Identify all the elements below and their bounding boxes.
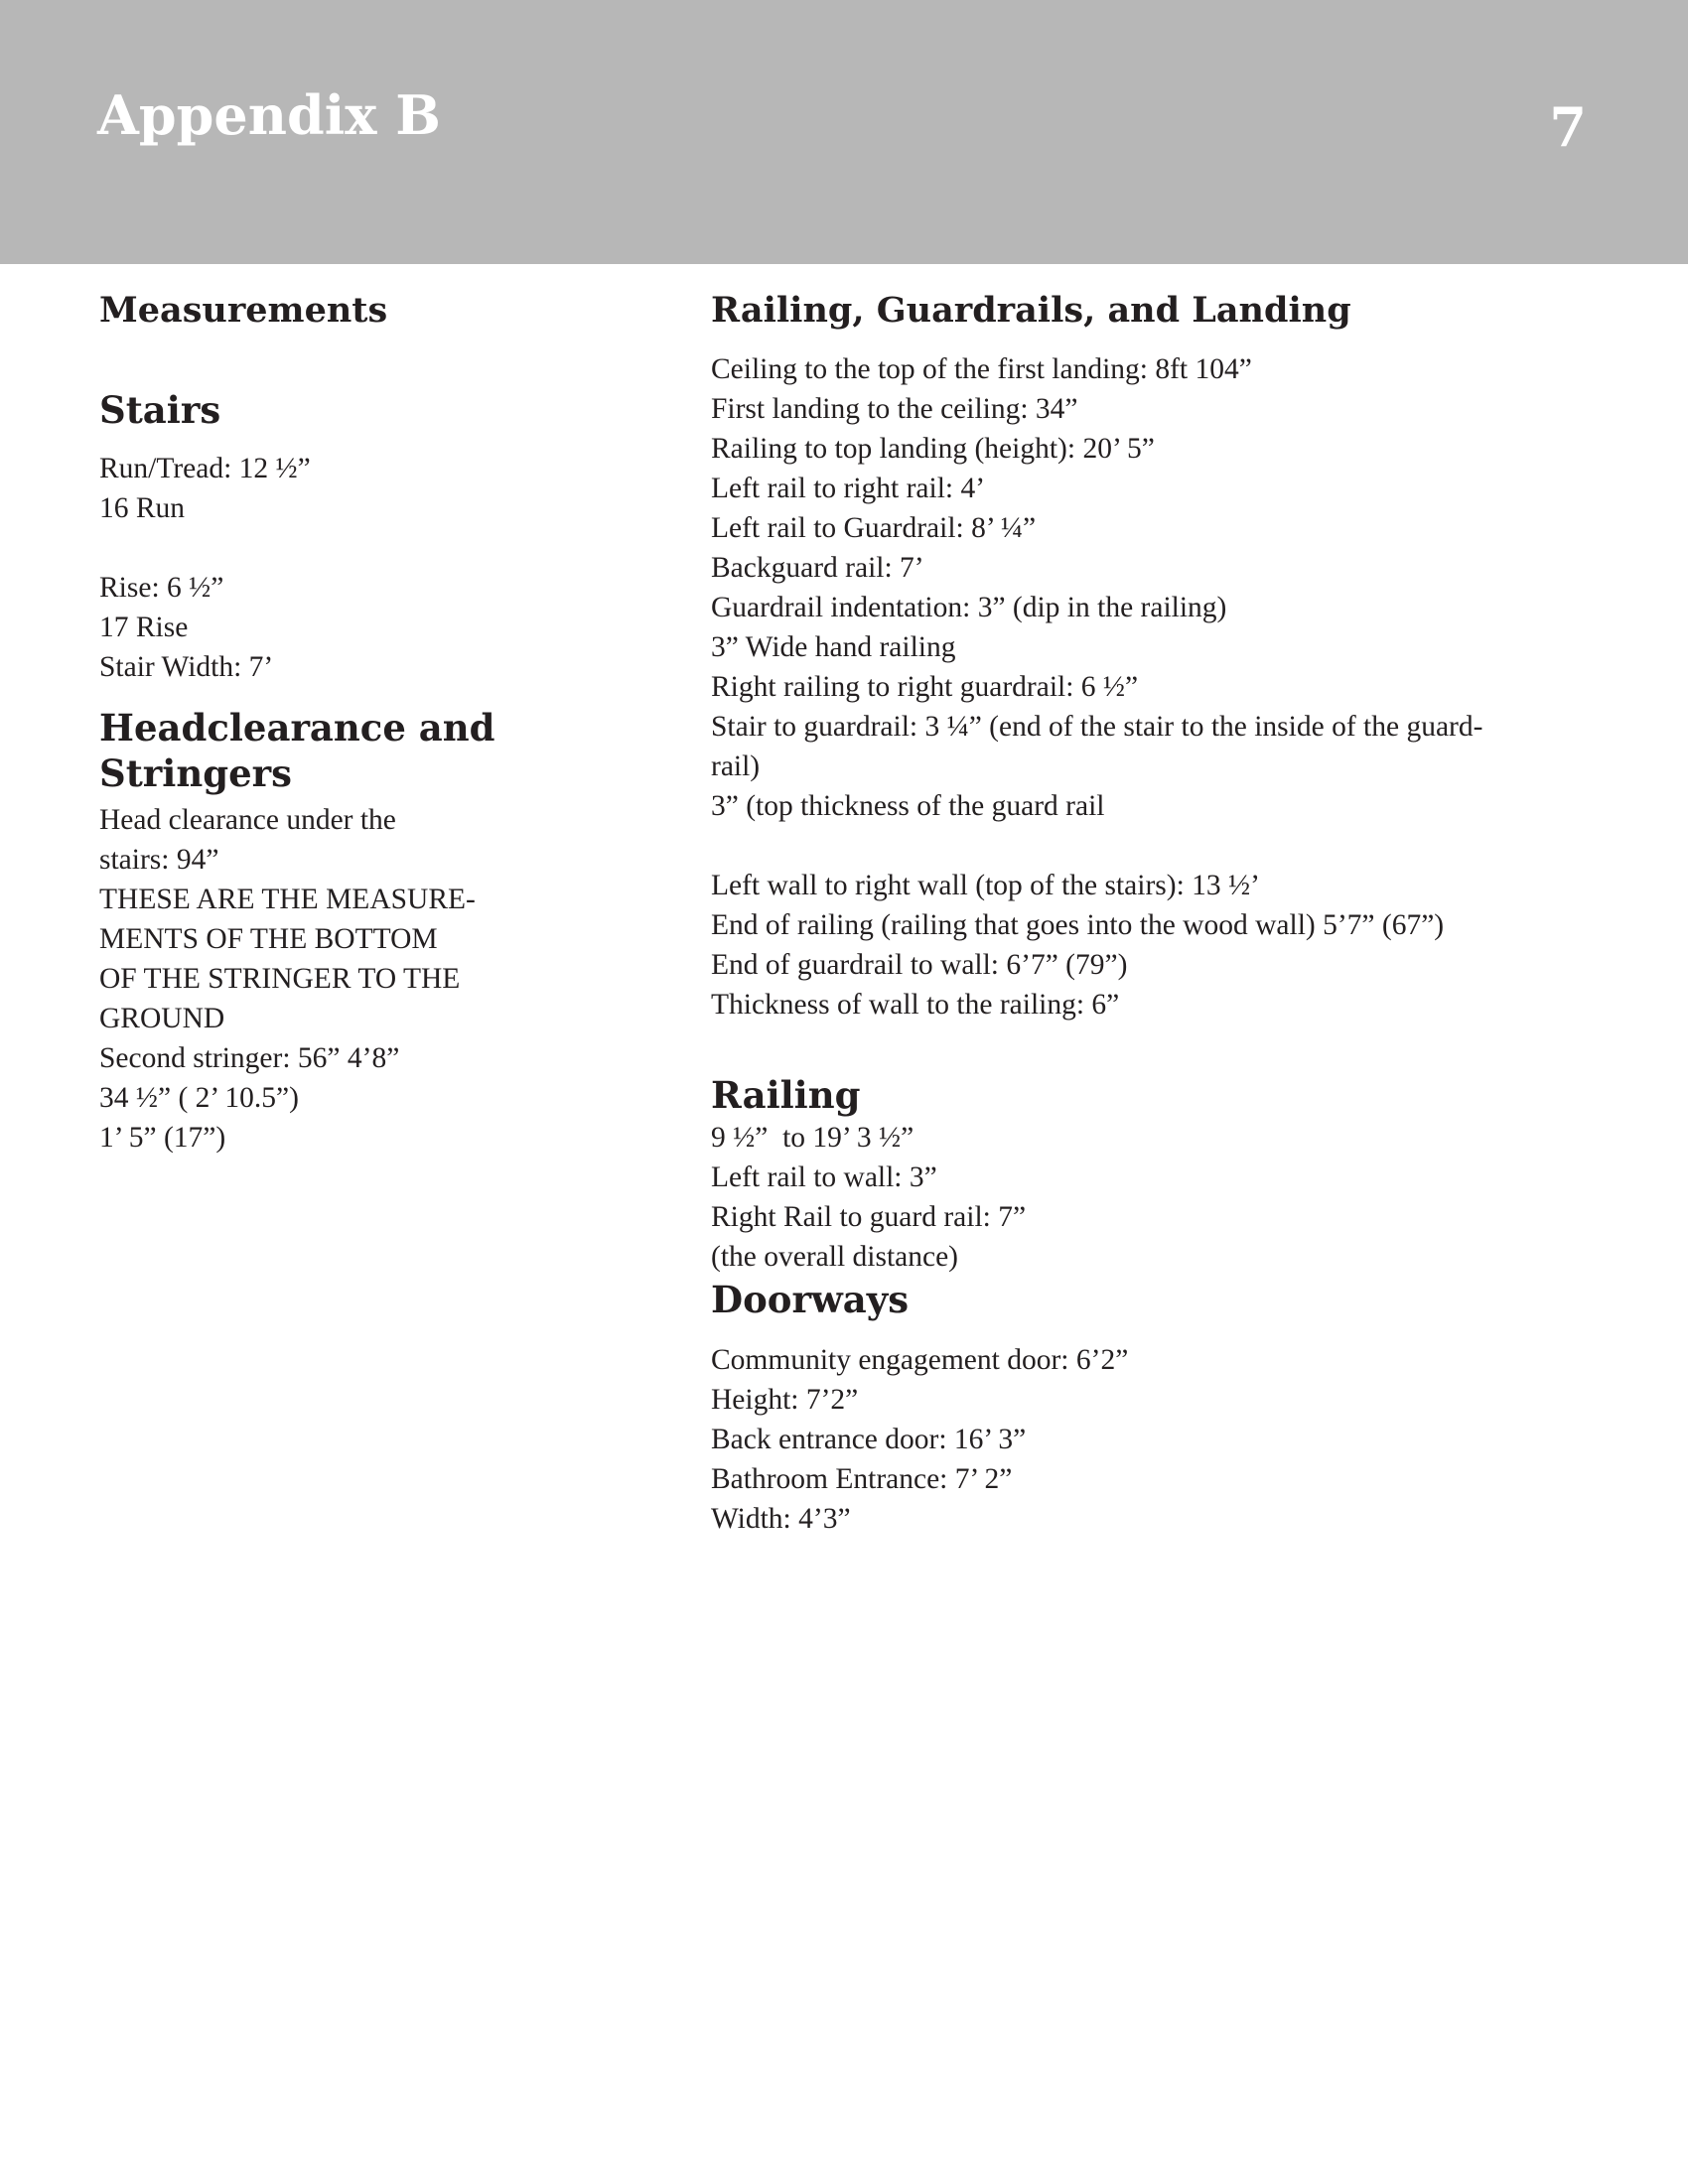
doorways-block [711,1340,1605,1539]
stairs-line: Run/Tread: 12 ½” [99,453,311,484]
railing-heading: Railing [711,1073,861,1117]
right-column [711,288,1605,1539]
stairs-heading: Stairs [99,388,221,432]
stairs-line: Rise: 6 ½” [99,572,224,604]
stairs-line: 16 Run [99,492,186,524]
rg-line: Railing to top landing (height): 20’ 5” [711,433,1155,465]
doorway-line: Width: 4’3” [711,1503,851,1535]
doorways-heading: Doorways [711,1278,910,1321]
stairs-block-1 [99,449,536,528]
doorway-line: Community engagement door: 6’2” [711,1344,1129,1376]
railing-line: 9 ½” to 19’ 3 ½” [711,1122,914,1154]
rg-line: End of guardrail to wall: 6’7” (79”) [711,949,1128,981]
stairs-line: 17 Rise [99,612,189,643]
railing-guardrails-block-1 [711,349,1605,826]
headclearance-line: 1’ 5” (17”) [99,1122,226,1154]
headclearance-line: stairs: 94” [99,844,219,876]
rg-line: Left rail to Guardrail: 8’ ¼” [711,512,1037,544]
headclearance-line: THESE ARE THE MEASURE- [99,884,476,915]
doorway-line: Bathroom Entrance: 7’ 2” [711,1463,1013,1495]
rg-line: Stair to guardrail: 3 ¼” (end of the stair to the inside of the guard- [711,711,1483,743]
page-number: 7 [1549,95,1587,159]
headclearance-line: Head clearance under the [99,804,396,836]
rg-line: Backguard rail: 7’ [711,552,924,584]
doorway-line: Back entrance door: 16’ 3” [711,1424,1027,1455]
headclearance-line: Second stringer: 56” 4’8” [99,1042,400,1074]
rg-line: First landing to the ceiling: 34” [711,393,1078,425]
headclearance-line: MENTS OF THE BOTTOM [99,923,438,955]
rg-line: 3” (top thickness of the guard rail [711,790,1105,822]
railing-guardrails-block-2 [711,866,1605,1024]
headclearance-line: GROUND [99,1003,225,1034]
measurements-heading: Measurements [99,290,388,331]
headclearance-line: 34 ½” ( 2’ 10.5”) [99,1082,299,1114]
rg-line: Left wall to right wall (top of the stairs): 13 ½’ [711,870,1260,901]
railing-block [711,1118,1605,1277]
stairs-block-2 [99,568,536,687]
rg-line: Thickness of wall to the railing: 6” [711,989,1120,1021]
headclearance-block [99,800,536,1158]
appendix-title: Appendix B [97,83,441,147]
rg-line: rail) [711,751,761,782]
left-column [99,288,536,1158]
headclearance-heading [99,705,536,796]
rg-line: Ceiling to the top of the first landing: 8ft 104” [711,353,1252,385]
railing-guardrails-landing-heading: Railing, Guardrails, and Landing [711,290,1351,331]
header-band [0,0,1688,264]
stairs-line: Stair Width: 7’ [99,651,274,683]
headclearance-heading-line2: Stringers [99,751,292,795]
railing-line: Right Rail to guard rail: 7” [711,1201,1027,1233]
headclearance-line: OF THE STRINGER TO THE [99,963,461,995]
rg-line: Left rail to right rail: 4’ [711,473,986,504]
rg-line: Right railing to right guardrail: 6 ½” [711,671,1139,703]
railing-line: (the overall distance) [711,1241,958,1273]
headclearance-heading-line1: Headclearance and [99,706,495,750]
rg-line: End of railing (railing that goes into the wood wall) 5’7” (67”) [711,909,1445,941]
doorway-line: Height: 7’2” [711,1384,859,1416]
railing-line: Left rail to wall: 3” [711,1161,937,1193]
rg-line: 3” Wide hand railing [711,631,956,663]
rg-line: Guardrail indentation: 3” (dip in the railing) [711,592,1227,623]
